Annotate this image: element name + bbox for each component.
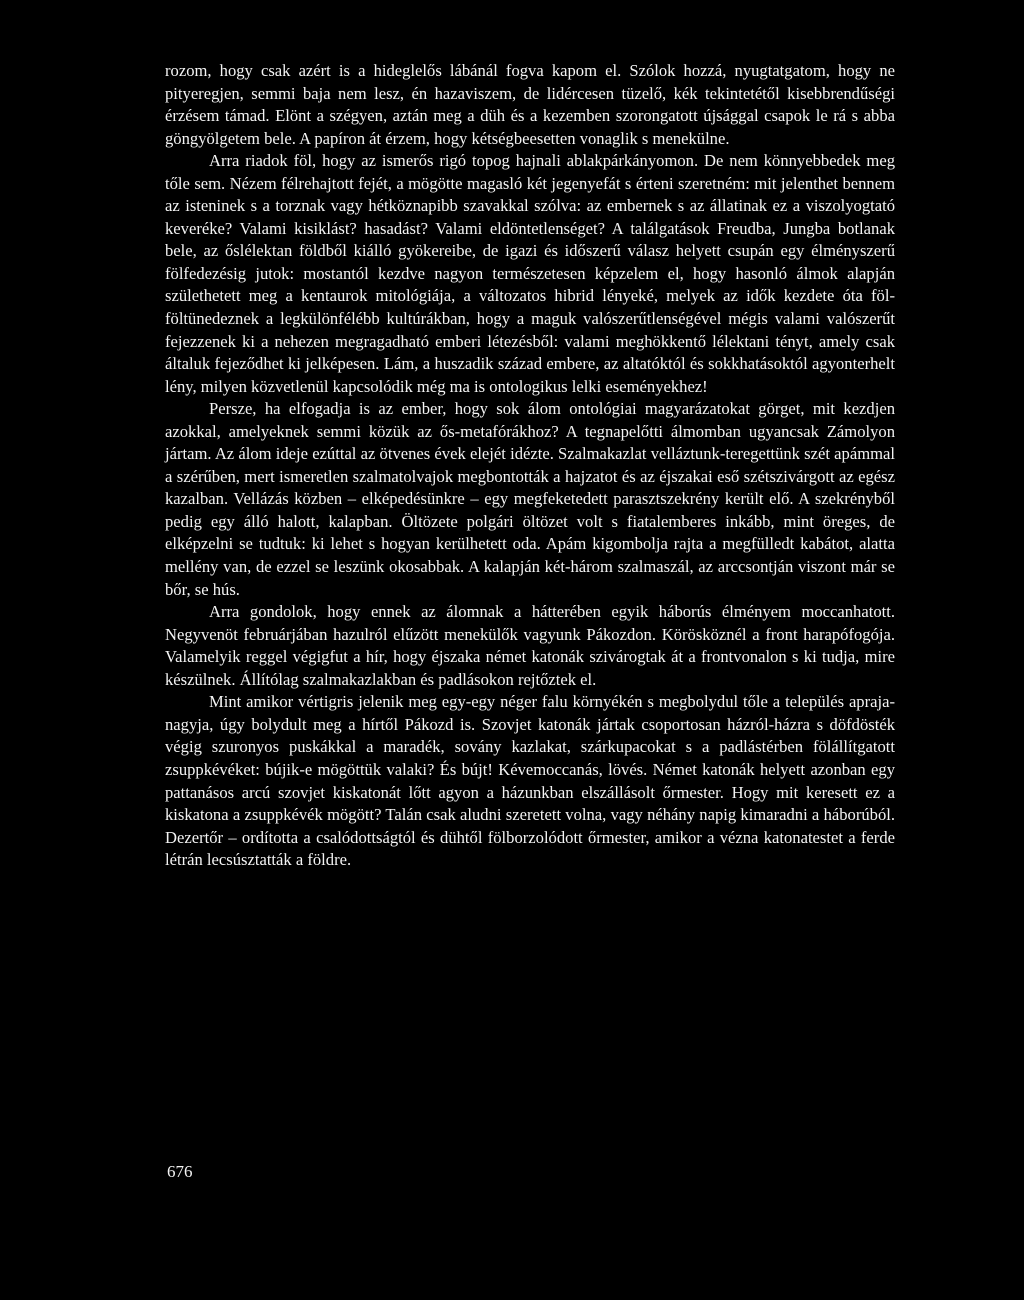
paragraph-4: Arra gondolok, hogy ennek az álomnak a hátterében egyik háborús élményem moccanhatott. Negyvenöt februárjában hazulról elűzött menekülők vagyunk Pákozdon. Körösköznél a front harapófogója. Valamelyik reggel végigfut a hír, hogy éjszaka német katonák szivárogtak át a frontvonalon s ki tudja, mire készülnek. Állítólag szalmakazlakban és padlásokon rejtőztek el. <box>165 602 895 689</box>
page-number: 676 <box>167 1162 193 1181</box>
paragraph-5: Mint amikor vértigris jelenik meg egy-egy néger falu környékén s megbolydul tőle a település apraja-nagyja, úgy bolydult meg a hírtől Pákozd is. Szovjet katonák jártak csoportosan házról-házra s döfdösték végig szuronyos puskákkal a maradék, sovány kazlakat, szárkupacokat s a padlástérben fölállítgatott zsuppkévéket: bújik-e mögöttük valaki? És bújt! Kévemoccanás, lövés. Német katonák helyett azonban egy pattanásos arcú szovjet kiskatonát lőtt agyon a házunkban elszállásolt őrmester. Hogy mit keresett ez a kiskatona a zsuppkévék mögött? Talán csak aludni szeretett volna, vagy néhány napig kimaradni a háborúból. Dezertőr – ordította a csalódottságtól és dühtől fölborzolódott őrmester, amikor a vézna katonatestet a ferde létrán lecsúsztatták a földre. <box>165 692 895 870</box>
paragraph-1: rozom, hogy csak azért is a hideglelős lábánál fogva kapom el. Szólok hozzá, nyugtatgatom, hogy ne pityeregjen, semmi baja nem lesz, én hazaviszem, de lidércesen tüzelő, kék tekintetétől kisebbrendűségi érzésem támad. Elönt a szégyen, aztán meg a düh és a kezemben szorongatott újsággal csapok le rá s abba göngyölgetem bele. A papíron át érzem, hogy kétségbeesetten vonaglik s menekülne. <box>165 61 895 148</box>
paragraph-3: Persze, ha elfogadja is az ember, hogy sok álom ontológiai magyarázatokat görget, mit kezdjen azokkal, amelyeknek semmi közük az ős-metafórákhoz? A tegnapelőtti álmomban ugyancsak Zámolyon jártam. Az álom ideje ezúttal az ötvenes évek elejét idézte. Szalmakazlat velláztunk-teregettünk szét apámmal a szérűben, mert ismeretlen szalmatolvajok megbontották a hajzatot és az éjszakai eső szétszivárgott az egész kazalban. Vellázás közben – elképedésünkre – egy megfeketedett parasztszekrény került elő. A szekrényből pedig egy álló halott, kalapban. Öltözete polgári öltözet volt s fiatalemberes inkább, mint öreges, de elképzelni se tudtuk: ki lehet s hogyan kerülhetett oda. Apám kigombolja rajta a megfülledt kabátot, alatta mellény van, de ezzel se leszünk okosabbak. A kalapján két-három szalmaszál, az arccsontján viszont már se bőr, se hús. <box>165 399 895 599</box>
page-body <box>165 60 895 872</box>
paragraph-2: Arra riadok föl, hogy az ismerős rigó topog hajnali ablakpárkányomon. De nem könnyebbedek meg tőle sem. Nézem félrehajtott fejét, a mögötte magasló két jegenyefát s érteni szeretném: mit jelenthet bennem az isteninek s a torznak vagy hétköznapibb szavakkal szólva: az embernek s az állatinak ez a viszolyogtató keveréke? Valami kisiklást? hasadást? Valami eldöntetlenséget? A találgatások Freudba, Jungba botlanak bele, az őslélektan földből kiálló gyökereibe, de igazi és időszerű válasz helyett csupán egy élményszerű fölfedezésig jutok: mostantól kezdve nagyon természetesen képzelem el, hogy hasonló álmok alapján születhetett meg a kentaurok mitológiája, a változatos hibrid lényeké, melyek az idők kezdete óta föl-föltünedeznek a legkülönfélébb kultúrákban, hogy a maguk valószerűtlenségével mégis valami valószerűt fejezzenek ki a nehezen megragadható emberi létezésből: valami meghökkentő lélektani tényt, amely csak általuk fejeződhet ki jelképesen. Lám, a huszadik század embere, az altatóktól és sokkhatásoktól agyonterhelt lény, milyen közvetlenül kapcsolódik még ma is ontologikus lelki eseményekhez! <box>165 151 895 396</box>
